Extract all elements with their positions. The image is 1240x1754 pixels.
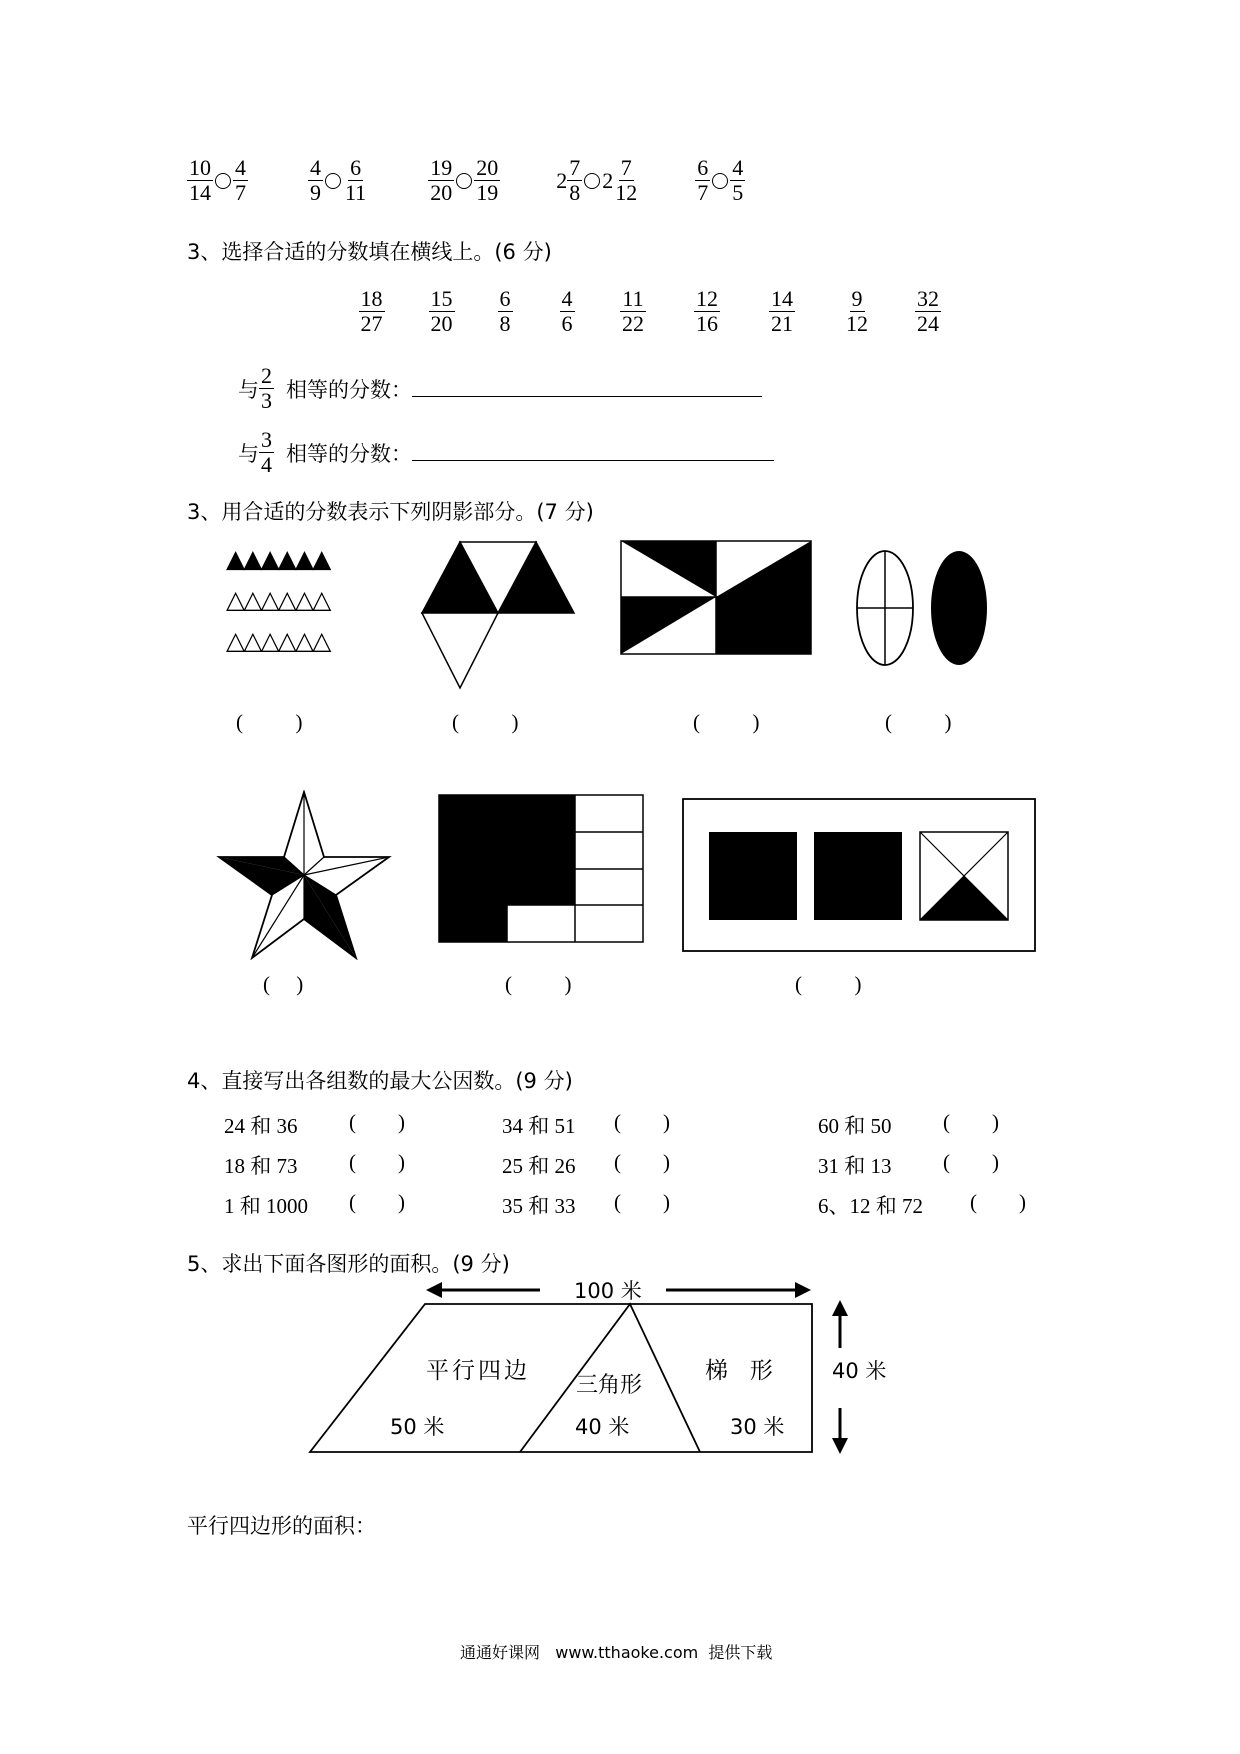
fraction: $\frac{4}{7}$ xyxy=(235,155,246,205)
answer-paren[interactable]: ( ) xyxy=(349,1190,405,1214)
fraction: $\frac{20}{19}$ xyxy=(476,155,499,205)
footer: 通通好课网 www.tthaoke.com 提供下载 xyxy=(460,1643,773,1662)
fraction: $\frac{19}{20}$ xyxy=(430,155,453,205)
answer-paren[interactable]: ( ) xyxy=(885,710,952,734)
answer-paren[interactable]: ( ) xyxy=(943,1150,999,1174)
question-title: 3、用合适的分数表示下列阴影部分。(7 分) xyxy=(187,500,594,524)
fraction-option: $\frac{15}{20}$ xyxy=(430,286,453,336)
gcd-pair: 18 和 73 xyxy=(224,1154,298,1178)
answer-paren[interactable]: ( ) xyxy=(943,1110,999,1134)
compare-circle[interactable] xyxy=(215,173,231,189)
fill-line-1 xyxy=(238,364,762,413)
fraction: $\frac{10}{14}$ xyxy=(189,155,211,205)
gcd-pair: 25 和 26 xyxy=(502,1154,576,1178)
question-title: 3、选择合适的分数填在横线上。(6 分) xyxy=(187,240,552,264)
fraction: $\frac{4}{9}$ xyxy=(310,155,321,205)
figure-squares xyxy=(682,798,1040,956)
compare-circle[interactable] xyxy=(456,173,472,189)
figure-rectangle xyxy=(620,540,820,660)
answer-paren[interactable]: ( ) xyxy=(505,972,572,996)
answer-paren[interactable]: ( ) xyxy=(263,972,304,996)
compare-circle[interactable] xyxy=(712,173,728,189)
fill-line-2 xyxy=(238,428,774,477)
comparison-item xyxy=(308,156,368,205)
whole-number: 2 xyxy=(602,167,614,193)
answer-paren[interactable]: ( ) xyxy=(452,710,519,734)
gcd-pair: 35 和 33 xyxy=(502,1194,576,1218)
gcd-item xyxy=(502,1150,818,1190)
gcd-item xyxy=(818,1150,999,1190)
top-length-label: 100 米 xyxy=(574,1279,642,1303)
comparison-item xyxy=(556,156,639,205)
gcd-grid xyxy=(224,1110,1074,1230)
base-label-3: 30 米 xyxy=(730,1415,785,1439)
answer-paren[interactable]: ( ) xyxy=(236,710,303,734)
gcd-pair: 60 和 50 xyxy=(818,1114,892,1138)
question-title: 4、直接写出各组数的最大公因数。(9 分) xyxy=(187,1069,573,1093)
fraction: $\frac{7}{8}$ xyxy=(569,155,581,205)
gcd-row xyxy=(224,1150,1074,1190)
figure-grid xyxy=(438,794,648,954)
triangles-empty-2: △△△△△△ xyxy=(226,626,330,655)
triangle-label: 三角形 xyxy=(576,1373,643,1398)
fraction: $\frac{6}{11}$ xyxy=(345,155,367,205)
fraction: $\frac{2}{3}$ xyxy=(261,363,272,413)
comparison-item xyxy=(695,156,745,205)
fraction: $\frac{4}{5}$ xyxy=(732,155,744,205)
fraction-option: $\frac{6}{8}$ xyxy=(499,286,511,336)
compare-circle[interactable] xyxy=(325,173,341,189)
answer-paren[interactable]: ( ) xyxy=(614,1110,670,1134)
figure-ovals xyxy=(855,548,1005,673)
answer-line[interactable] xyxy=(412,396,762,397)
fraction-option: $\frac{4}{6}$ xyxy=(561,286,573,336)
gcd-item xyxy=(502,1190,818,1230)
answer-paren[interactable]: ( ) xyxy=(795,972,862,996)
fraction-option: $\frac{11}{22}$ xyxy=(622,286,644,336)
trapezoid-label: 梯 形 xyxy=(705,1358,773,1384)
question-title: 5、求出下面各图形的面积。(9 分) xyxy=(187,1252,510,1276)
answer-paren[interactable]: ( ) xyxy=(693,710,760,734)
fraction-option: $\frac{14}{21}$ xyxy=(771,286,793,336)
comparison-item xyxy=(187,156,248,205)
gcd-item xyxy=(818,1190,1026,1230)
comparison-item xyxy=(428,156,500,205)
comparison-row xyxy=(187,156,745,205)
fill-suffix: 相等的分数： xyxy=(286,441,412,466)
parallelogram-label: 平行四边 xyxy=(426,1358,530,1384)
answer-paren[interactable]: ( ) xyxy=(614,1190,670,1214)
answer-paren[interactable]: ( ) xyxy=(349,1150,405,1174)
figure-star xyxy=(214,790,394,960)
gcd-item xyxy=(818,1110,999,1150)
fraction-option: $\frac{32}{24}$ xyxy=(917,286,939,336)
gcd-pair: 31 和 13 xyxy=(818,1154,892,1178)
answer-paren[interactable]: ( ) xyxy=(349,1110,405,1134)
area-label: 平行四边形的面积： xyxy=(187,1514,376,1538)
whole-number: 2 xyxy=(556,167,568,193)
fraction: $\frac{6}{7}$ xyxy=(697,155,709,205)
gcd-pair: 1 和 1000 xyxy=(224,1194,308,1218)
gcd-item xyxy=(502,1110,818,1150)
fraction-option: $\frac{18}{27}$ xyxy=(360,286,383,336)
answer-line[interactable] xyxy=(412,460,774,461)
fill-prefix: 与 xyxy=(238,377,259,402)
figure-composite xyxy=(300,1268,920,1468)
triangles-empty-1: △△△△△△ xyxy=(226,585,330,614)
gcd-item xyxy=(224,1110,502,1150)
compare-circle[interactable] xyxy=(584,173,600,189)
gcd-item xyxy=(224,1150,502,1190)
gcd-pair: 24 和 36 xyxy=(224,1114,298,1138)
answer-paren[interactable]: ( ) xyxy=(614,1150,670,1174)
height-label: 40 米 xyxy=(832,1359,887,1383)
fraction-list xyxy=(334,287,960,336)
fraction-option: $\frac{12}{16}$ xyxy=(696,286,718,336)
gcd-item xyxy=(224,1190,502,1230)
triangles-filled: ▲▲▲▲▲▲ xyxy=(226,544,330,573)
fill-prefix: 与 xyxy=(238,441,259,466)
gcd-row xyxy=(224,1190,1074,1230)
answer-paren[interactable]: ( ) xyxy=(970,1190,1026,1214)
figure-triangles xyxy=(420,540,600,695)
gcd-pair: 6、12 和 72 xyxy=(818,1194,923,1218)
fill-suffix: 相等的分数： xyxy=(286,377,412,402)
fraction: $\frac{7}{12}$ xyxy=(615,155,638,205)
gcd-pair: 34 和 51 xyxy=(502,1114,576,1138)
base-label-1: 50 米 xyxy=(390,1415,445,1439)
gcd-row xyxy=(224,1110,1074,1150)
fraction: $\frac{3}{4}$ xyxy=(261,427,272,477)
fraction-option: $\frac{9}{12}$ xyxy=(846,286,868,336)
base-label-2: 40 米 xyxy=(575,1415,630,1439)
